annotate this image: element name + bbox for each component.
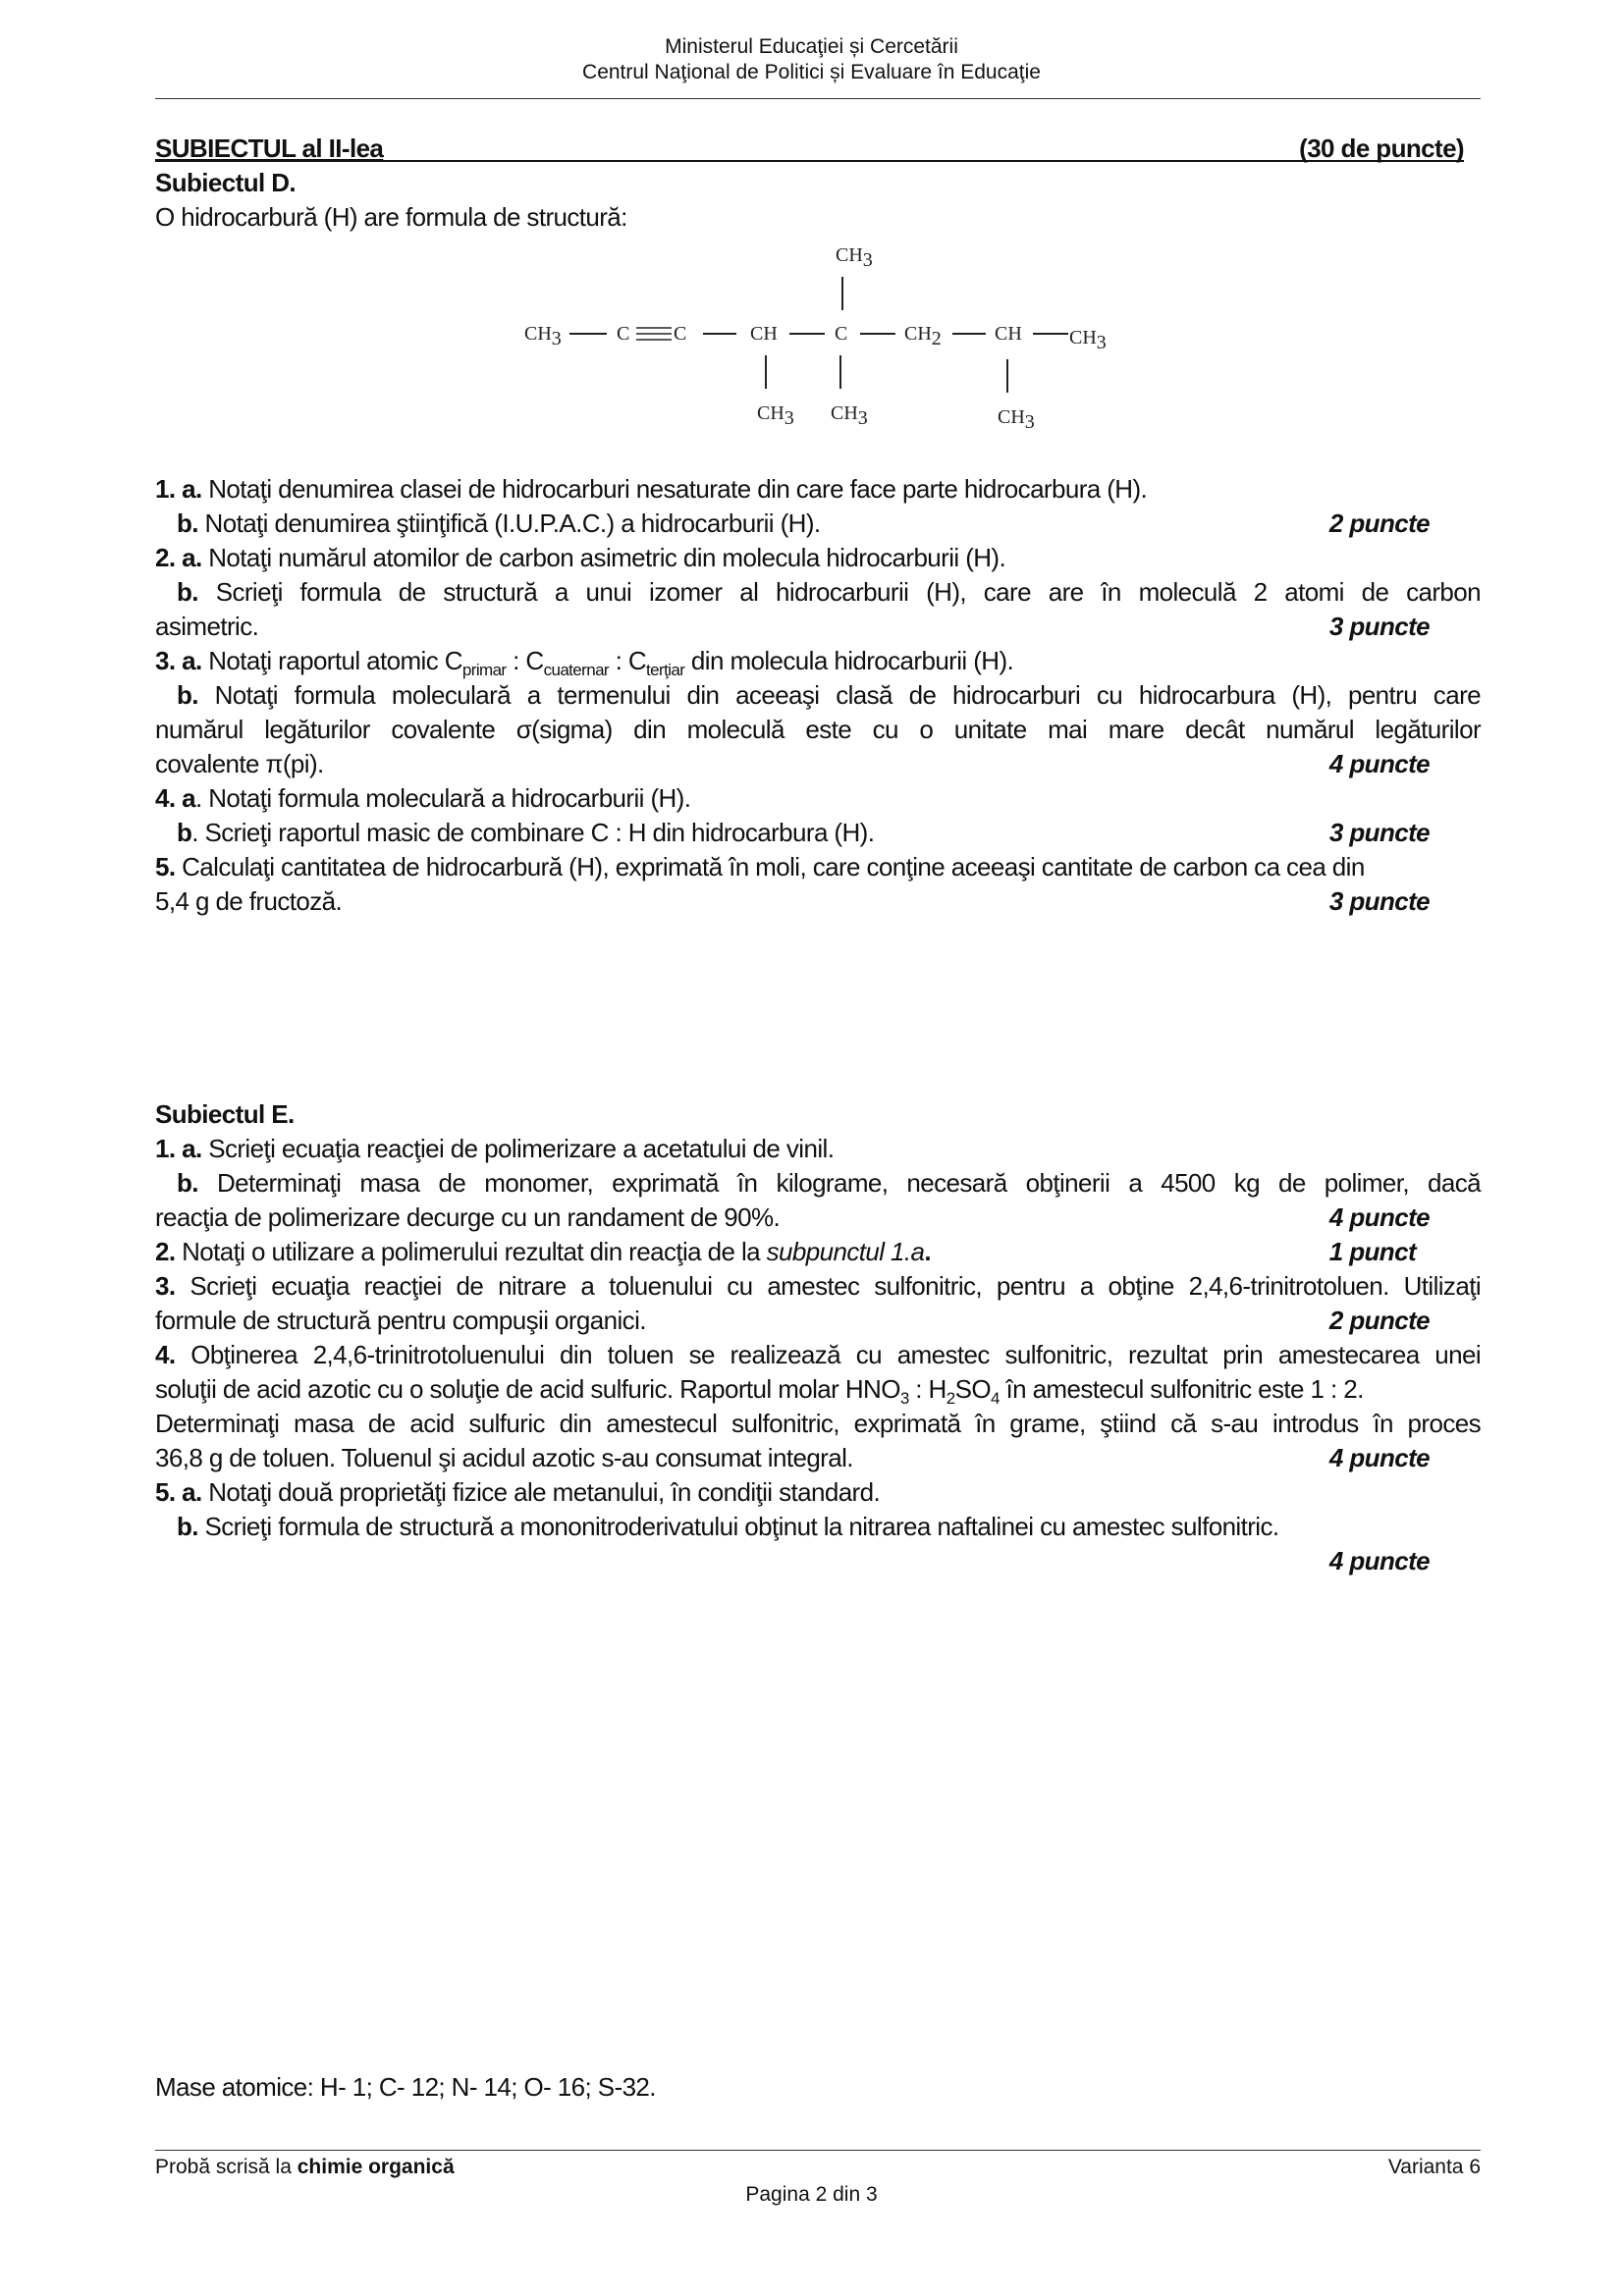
ch2: CH2 xyxy=(904,323,942,349)
question-e3: 3. Scrieţi ecuaţia reacţiei de nitrare a toluenului cu amestec sulfonitric, pentru a obţine 2,4,6-trinitrotoluen. Utilizaţi xyxy=(155,1271,1481,1301)
ch3-top: CH3 xyxy=(836,244,873,271)
points-q5: 3 puncte xyxy=(1328,886,1430,916)
subject-d-title: Subiectul D. xyxy=(155,168,297,197)
question-e3-cont: formule de structură pentru compuşii organici. 2 puncte xyxy=(155,1304,1481,1338)
footer-rule xyxy=(155,2150,1481,2151)
question-3b-cont: numărul legăturilor covalente σ(sigma) din moleculă este cu o unitate mai mare decât numărul legăturilor xyxy=(155,715,1481,744)
footer-variant: Varianta 6 xyxy=(1387,2156,1481,2178)
header-center: Centrul Naţional de Politici și Evaluare în Educaţie xyxy=(582,61,1041,83)
points-q2: 3 puncte xyxy=(1328,612,1430,641)
ch-1: CH xyxy=(750,323,778,345)
header-ministry: Ministerul Educaţiei și Cercetării xyxy=(665,35,958,58)
atomic-masses: Mase atomice: H- 1; C- 12; N- 14; O- 16; S-32. xyxy=(155,2072,656,2102)
question-3b: b. Notaţi formula moleculară a termenului din aceeaşi clasă de hidrocarburi cu hidrocarbura (H), pentru care xyxy=(177,680,1481,710)
question-1b: b. Notaţi denumirea ştiinţifică (I.U.P.A.C.) a hidrocarburii (H). 2 puncte xyxy=(155,507,1481,541)
ch3-bottom-1: CH3 xyxy=(757,402,794,429)
ch3-bottom-3: CH3 xyxy=(998,406,1035,433)
points-e3: 2 puncte xyxy=(1328,1306,1430,1335)
question-e5-points-row xyxy=(155,1544,1481,1578)
question-2b: b. Scrieţi formula de structură a unui izomer al hidrocarburii (H), care are în moleculă 2 atomi de carbon xyxy=(177,577,1482,607)
points-e5: 4 puncte xyxy=(1328,1546,1430,1575)
question-5-cont: 5,4 g de fructoză. 3 puncte xyxy=(155,884,1481,919)
question-1a: 1. a. Notaţi denumirea clasei de hidrocarburi nesaturate din care face parte hidrocarbura (H). xyxy=(155,474,1148,504)
section-points: (30 de puncte) xyxy=(1299,133,1464,163)
ch3-right: CH3 xyxy=(1069,327,1107,353)
page-number: Pagina 2 din 3 xyxy=(745,2183,878,2206)
ch3-bottom-2: CH3 xyxy=(831,402,868,429)
question-e2: 2. Notaţi o utilizare a polimerului rezultat din reacţia de la subpunctul 1.a. 1 punct xyxy=(155,1235,1481,1269)
subject-d-questions xyxy=(155,472,1481,919)
section-title: SUBIECTUL al II-lea xyxy=(155,133,384,163)
question-e4-line4: 36,8 g de toluen. Toluenul şi acidul azotic s-au consumat integral. 4 puncte xyxy=(155,1441,1481,1475)
question-4b: b. Scrieţi raportul masic de combinare C : H din hidrocarbura (H). 3 puncte xyxy=(155,816,1481,850)
question-e1b-cont: reacţia de polimerizare decurge cu un randament de 90%. 4 puncte xyxy=(155,1201,1481,1235)
question-e1a: 1. a. Scrieţi ecuaţia reacţiei de polimerizare a acetatului de vinil. xyxy=(155,1134,835,1163)
c-quaternary: C xyxy=(835,323,848,345)
subject-e-questions xyxy=(155,1097,1481,1578)
question-4a: 4. a. Notaţi formula moleculară a hidrocarburii (H). xyxy=(155,783,691,813)
ch-2: CH xyxy=(995,323,1022,345)
points-e1: 4 puncte xyxy=(1328,1202,1430,1232)
question-5: 5. Calculaţi cantitatea de hidrocarbură (H), exprimată în moli, care conţine aceeaşi cantitate de carbon ca cea din xyxy=(155,852,1365,881)
question-e5a: 5. a. Notaţi două proprietăţi fizice ale metanului, în condiţii standard. xyxy=(155,1477,881,1507)
points-e2: 1 punct xyxy=(1328,1237,1416,1266)
subject-e-title: Subiectul E. xyxy=(155,1099,295,1129)
question-e5b: b. Scrieţi formula de structură a mononitroderivatului obţinut la nitrarea naftalinei cu amestec sulfonitric. xyxy=(177,1512,1279,1541)
question-3a: 3. a. Notaţi raportul atomic $C_{primar}$ : $C_{cuaternar}$ : $C_{terţiar}$ din molecula hidrocarburii (H). xyxy=(155,646,1014,679)
question-2b-cont: asimetric. 3 puncte xyxy=(155,610,1481,644)
footer-left: Probă scrisă la chimie organică xyxy=(155,2156,455,2178)
question-e1b: b. Determinaţi masa de monomer, exprimată în kilograme, necesară obţinerii a 4500 kg de polimer, dacă xyxy=(177,1168,1482,1198)
question-e4-line2: soluţii de acid azotic cu o soluţie de acid sulfuric. Raportul molar $HNO_3$ : $H_2SO_4$ în amestecul sulfonitric este 1 : 2. xyxy=(155,1374,1364,1408)
subject-d-intro: O hidrocarbură (H) are formula de structură: xyxy=(155,202,627,232)
question-3b-end: covalente π(pi). 4 puncte xyxy=(155,747,1481,781)
question-2a: 2. a. Notaţi numărul atomilor de carbon asimetric din molecula hidrocarburii (H). xyxy=(155,543,1006,572)
points-q1: 2 puncte xyxy=(1328,508,1430,538)
points-q4: 3 puncte xyxy=(1328,818,1430,847)
c-triple-left: C xyxy=(617,323,630,345)
points-e4: 4 puncte xyxy=(1328,1443,1430,1472)
points-q3: 4 puncte xyxy=(1328,749,1430,778)
ch3-left: CH3 xyxy=(524,323,562,349)
structure-formula xyxy=(0,0,1623,452)
c-triple-right: C xyxy=(674,323,687,345)
question-e4-line3: Determinaţi masa de acid sulfuric din amestecul sulfonitric, exprimată în grame, ştiind că s-au introdus în proces xyxy=(155,1409,1481,1438)
question-e4: 4. Obţinerea 2,4,6-trinitrotoluenului din toluen se realizează cu amestec sulfonitric, rezultat prin amestecarea unei xyxy=(155,1340,1482,1369)
